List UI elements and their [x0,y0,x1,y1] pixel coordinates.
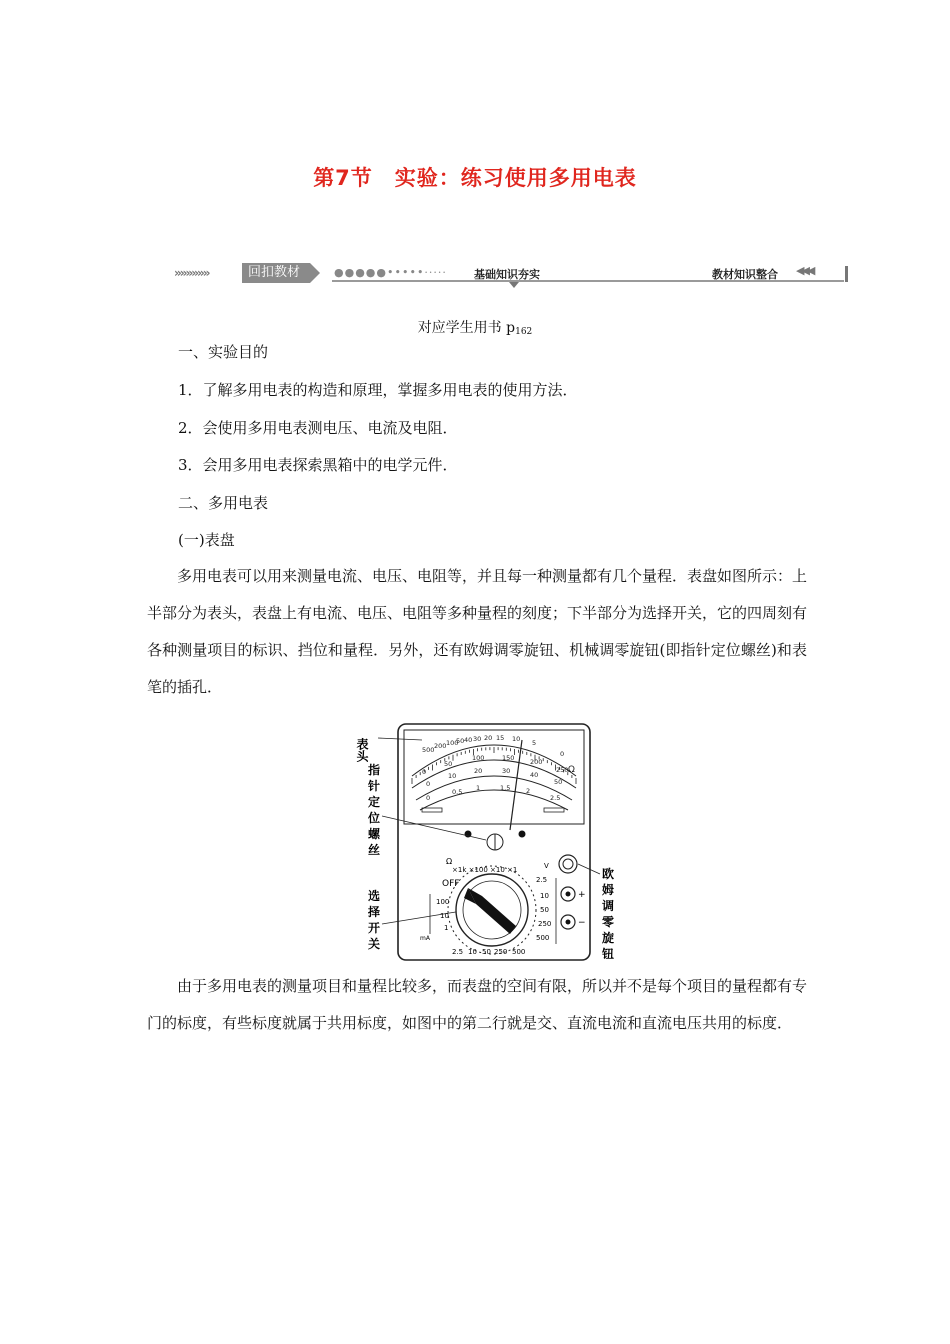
dots-icon: ●●●●●•••••····· [334,266,447,279]
svg-text:250: 250 [494,948,508,956]
svg-text:15: 15 [496,734,505,742]
svg-text:20: 20 [484,734,493,742]
svg-text:10: 10 [448,772,457,780]
svg-text:旋: 旋 [602,931,615,945]
svg-text:丝: 丝 [368,843,381,857]
svg-text:针: 针 [368,779,381,793]
back-arrow-icon: ◀◀◀ [796,264,813,277]
svg-text:零: 零 [602,915,615,929]
svg-text:250: 250 [556,766,569,774]
svg-text:选: 选 [368,889,381,903]
banner-end-bar [845,266,848,282]
svg-text:×1k ×100 ×10 ×1: ×1k ×100 ×10 ×1 [452,866,518,874]
svg-text:50: 50 [554,778,563,786]
svg-text:定: 定 [368,795,381,809]
svg-text:螺: 螺 [368,827,381,841]
svg-text:开: 开 [368,921,381,935]
label-pointer-screw [367,762,381,857]
svg-text:欧: 欧 [602,867,615,881]
svg-text:关: 关 [368,937,381,951]
svg-text:−: − [578,918,586,928]
svg-text:20: 20 [474,767,483,775]
svg-text:2.5: 2.5 [536,876,548,884]
svg-text:1: 1 [476,784,481,792]
purpose-item-3: 3．会用多用电表探索黑箱中的电学元件． [178,456,458,474]
svg-text:1.5: 1.5 [500,784,511,792]
svg-text:1: 1 [444,924,449,932]
heading-dial: (一)表盘 [178,531,235,549]
svg-text:40: 40 [464,736,473,744]
svg-text:500: 500 [512,948,526,956]
svg-text:150: 150 [502,754,515,762]
svg-text:OFF: OFF [442,879,460,889]
svg-text:10: 10 [468,948,477,956]
purpose-item-2: 2．会使用多用电表测电压、电流及电阻． [178,419,458,437]
svg-text:10: 10 [540,892,549,900]
svg-text:Ω: Ω [568,765,575,775]
svg-text:V: V [544,862,549,870]
paragraph-dial: 多用电表可以用来测量电流、电压、电阻等，并且每一种测量都有几个量程．表盘如图所示：上半部分为表头，表盘上有电流、电压、电阻等多种量程的刻度；下半部分为选择开关，它的四周刻有各种测量项目的标识、挡位和量程．另外，还有欧姆调零旋钮、机械调零旋钮(即指针定位螺丝)和表笔的插孔． [147,567,808,696]
svg-text:钮: 钮 [602,947,615,961]
svg-text:指: 指 [368,763,381,777]
svg-text:0.5: 0.5 [452,788,463,796]
svg-text:+: + [578,890,586,900]
svg-text:30: 30 [473,735,482,743]
svg-text:50: 50 [482,948,491,956]
chevrons-icon: »»»»»» [174,266,209,280]
svg-text:50: 50 [444,760,453,768]
svg-text:位: 位 [368,811,381,825]
svg-text:50: 50 [540,906,549,914]
banner-middle: 基础知识夯实 [474,268,540,281]
ref-page: 162 [515,327,533,337]
svg-text:调: 调 [602,899,615,913]
paragraph-shared-scale: 由于多用电表的测量项目和量程比较多，而表盘的空间有限，所以并不是每个项目的量程都有专门的标度，有些标度就属于共用标度，如图中的第二行就是交、直流电流和直流电压共用的标度． [147,977,808,1032]
svg-text:Ω: Ω [446,857,453,866]
svg-text:5: 5 [532,739,537,747]
svg-text:30: 30 [502,767,511,775]
svg-text:50: 50 [456,737,465,745]
svg-text:200: 200 [530,758,543,766]
svg-text:10: 10 [512,735,521,743]
svg-text:250: 250 [538,920,552,928]
svg-text:姆: 姆 [602,883,615,897]
heading-purpose: 一、实验目的 [178,343,269,361]
label-head: 表头 [355,738,369,762]
svg-text:100: 100 [446,739,459,747]
svg-text:10: 10 [440,912,449,920]
svg-text:0: 0 [560,750,565,758]
svg-text:100: 100 [436,898,450,906]
svg-text:500: 500 [422,746,435,754]
svg-text:0: 0 [426,780,431,788]
label-ohm-zero-knob [601,866,615,961]
svg-text:100: 100 [472,754,485,762]
page-title: 第7节 实验：练习使用多用电表 [313,166,637,190]
ref-text: 对应学生用书 p [417,320,516,336]
svg-text:2: 2 [526,787,531,795]
book-reference [0,317,950,337]
svg-text:500: 500 [536,934,550,942]
label-selector-switch [367,888,380,951]
svg-text:200: 200 [434,742,447,750]
svg-text:2.5: 2.5 [550,794,561,802]
svg-text:mA: mA [420,935,430,942]
banner-right: 教材知识整合 [712,268,778,281]
ohm-zero-knob [559,855,577,873]
section-banner [174,262,850,288]
heading-multimeter: 二、多用电表 [178,494,269,512]
svg-text:2.5: 2.5 [452,948,464,956]
multimeter-figure [355,718,620,964]
svg-text:40: 40 [530,771,539,779]
svg-text:0: 0 [426,794,431,802]
purpose-item-1: 1．了解多用电表的构造和原理，掌握多用电表的使用方法． [178,381,578,399]
svg-text:择: 择 [368,905,381,919]
banner-tag: 回扣教材 [242,263,310,283]
svg-text:0: 0 [422,768,427,776]
triangle-down-icon [509,282,519,288]
